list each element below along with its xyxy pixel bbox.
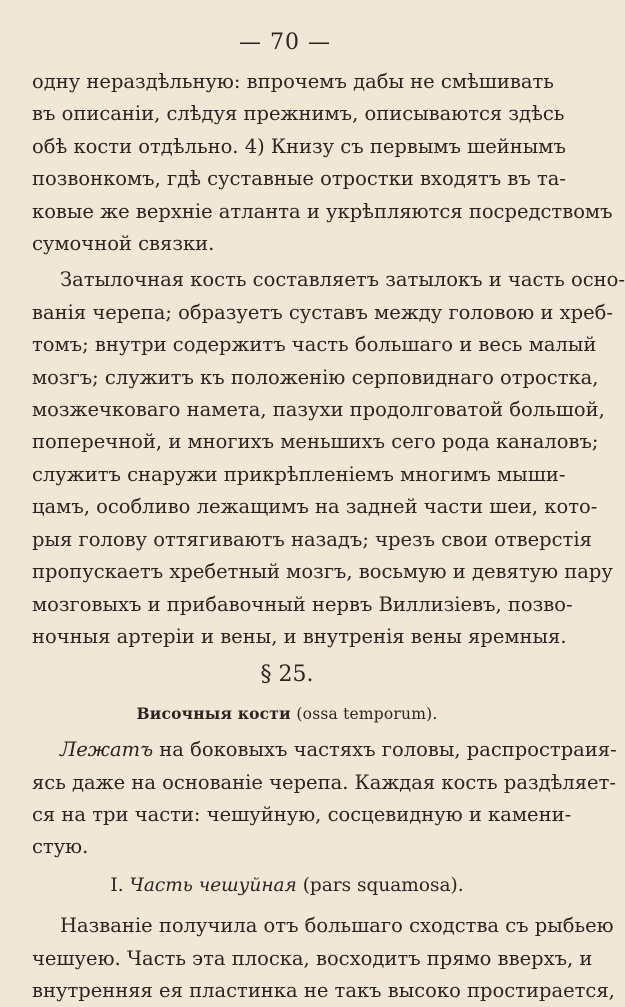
section-title-latin: (ossa temporum). (296, 704, 438, 723)
subsection-heading (32, 870, 542, 902)
text-line: обѣ кости отдѣльно. 4) Книзу съ первымъ шейнымъ (32, 134, 566, 158)
text-line: мозговыхъ и прибавочный нервъ Виллизiевъ, позво- (32, 592, 573, 616)
text-line: рыя голову оттягиваютъ назадъ; чрезъ свои отверстiя (32, 527, 592, 551)
text-line: стую. (32, 835, 89, 859)
text-line: Названiе получила отъ большаго сходства съ рыбьею (60, 914, 614, 938)
lead-word: Лежатъ (60, 738, 154, 762)
text-line: цамъ, особливо лежащимъ на задней части шеи, кото- (32, 495, 598, 519)
paragraph-3 (32, 734, 617, 864)
line-rest: на боковыхъ частяхъ головы, распростраия- (153, 738, 617, 762)
text-line: томъ; внутри содержитъ часть большаго и весь малый (32, 333, 597, 357)
text-line: ся на три части: чешуйную, сосцевидную и камени- (32, 802, 572, 826)
text-line: сумочной связки. (32, 232, 215, 256)
text-line: ванiя черепа; образуетъ суставъ между головою и хреб- (32, 300, 613, 324)
text-line: позвонкомъ, гдѣ суставные отростки входятъ въ та- (32, 167, 566, 191)
text-line: ночныя артерiи и вены, и внутренiя вены яремныя. (32, 624, 567, 648)
text-line: мозжечковаго намета, пазухи продолговатой большой, (32, 398, 605, 422)
text-line: пропускаетъ хребетный мозгъ, восьмую и девятую пару (32, 560, 613, 584)
text-line: служитъ снаружи прикрѣпленiемъ многимъ мыши- (32, 462, 566, 486)
paragraph-4 (32, 910, 615, 1007)
paragraph-2 (32, 264, 625, 653)
text-line: Затылочная кость составляетъ затылокъ и часть осно- (60, 268, 625, 292)
text-line: мозгъ; служитъ къ положенiю серповиднаго отростка, (32, 365, 599, 389)
paragraph-1 (32, 66, 613, 260)
text-line: ясь даже на основанiе черепа. Каждая кость раздѣляет- (32, 770, 616, 794)
subsection-number: I. (110, 874, 124, 896)
subsection-latin: (pars squamosa). (302, 874, 464, 896)
page-number: — 70 — (239, 30, 331, 55)
subsection-title: Часть чешуйная (129, 874, 297, 896)
section-heading (32, 698, 542, 730)
section-number: § 25. (260, 662, 314, 688)
text-line: чешуею. Часть эта плоска, восходитъ прямо вверхъ, и (32, 946, 593, 970)
page-text (32, 66, 625, 1007)
text-line: внутренняя ея пластинка не такъ высоко простирается, (32, 978, 615, 1002)
text-line: въ описанiи, слѣдуя прежнимъ, описываются здѣсь (32, 102, 565, 126)
text-line: ковые же верхнiе атланта и укрѣпляются посредствомъ (32, 199, 613, 223)
text-line: поперечной, и многихъ меньшихъ сего рода каналовъ; (32, 430, 599, 454)
text-line (32, 734, 617, 766)
text-line: одну нераздѣльную: впрочемъ дабы не смѣшивать (32, 70, 554, 93)
section-title: Височныя кости (136, 703, 291, 723)
